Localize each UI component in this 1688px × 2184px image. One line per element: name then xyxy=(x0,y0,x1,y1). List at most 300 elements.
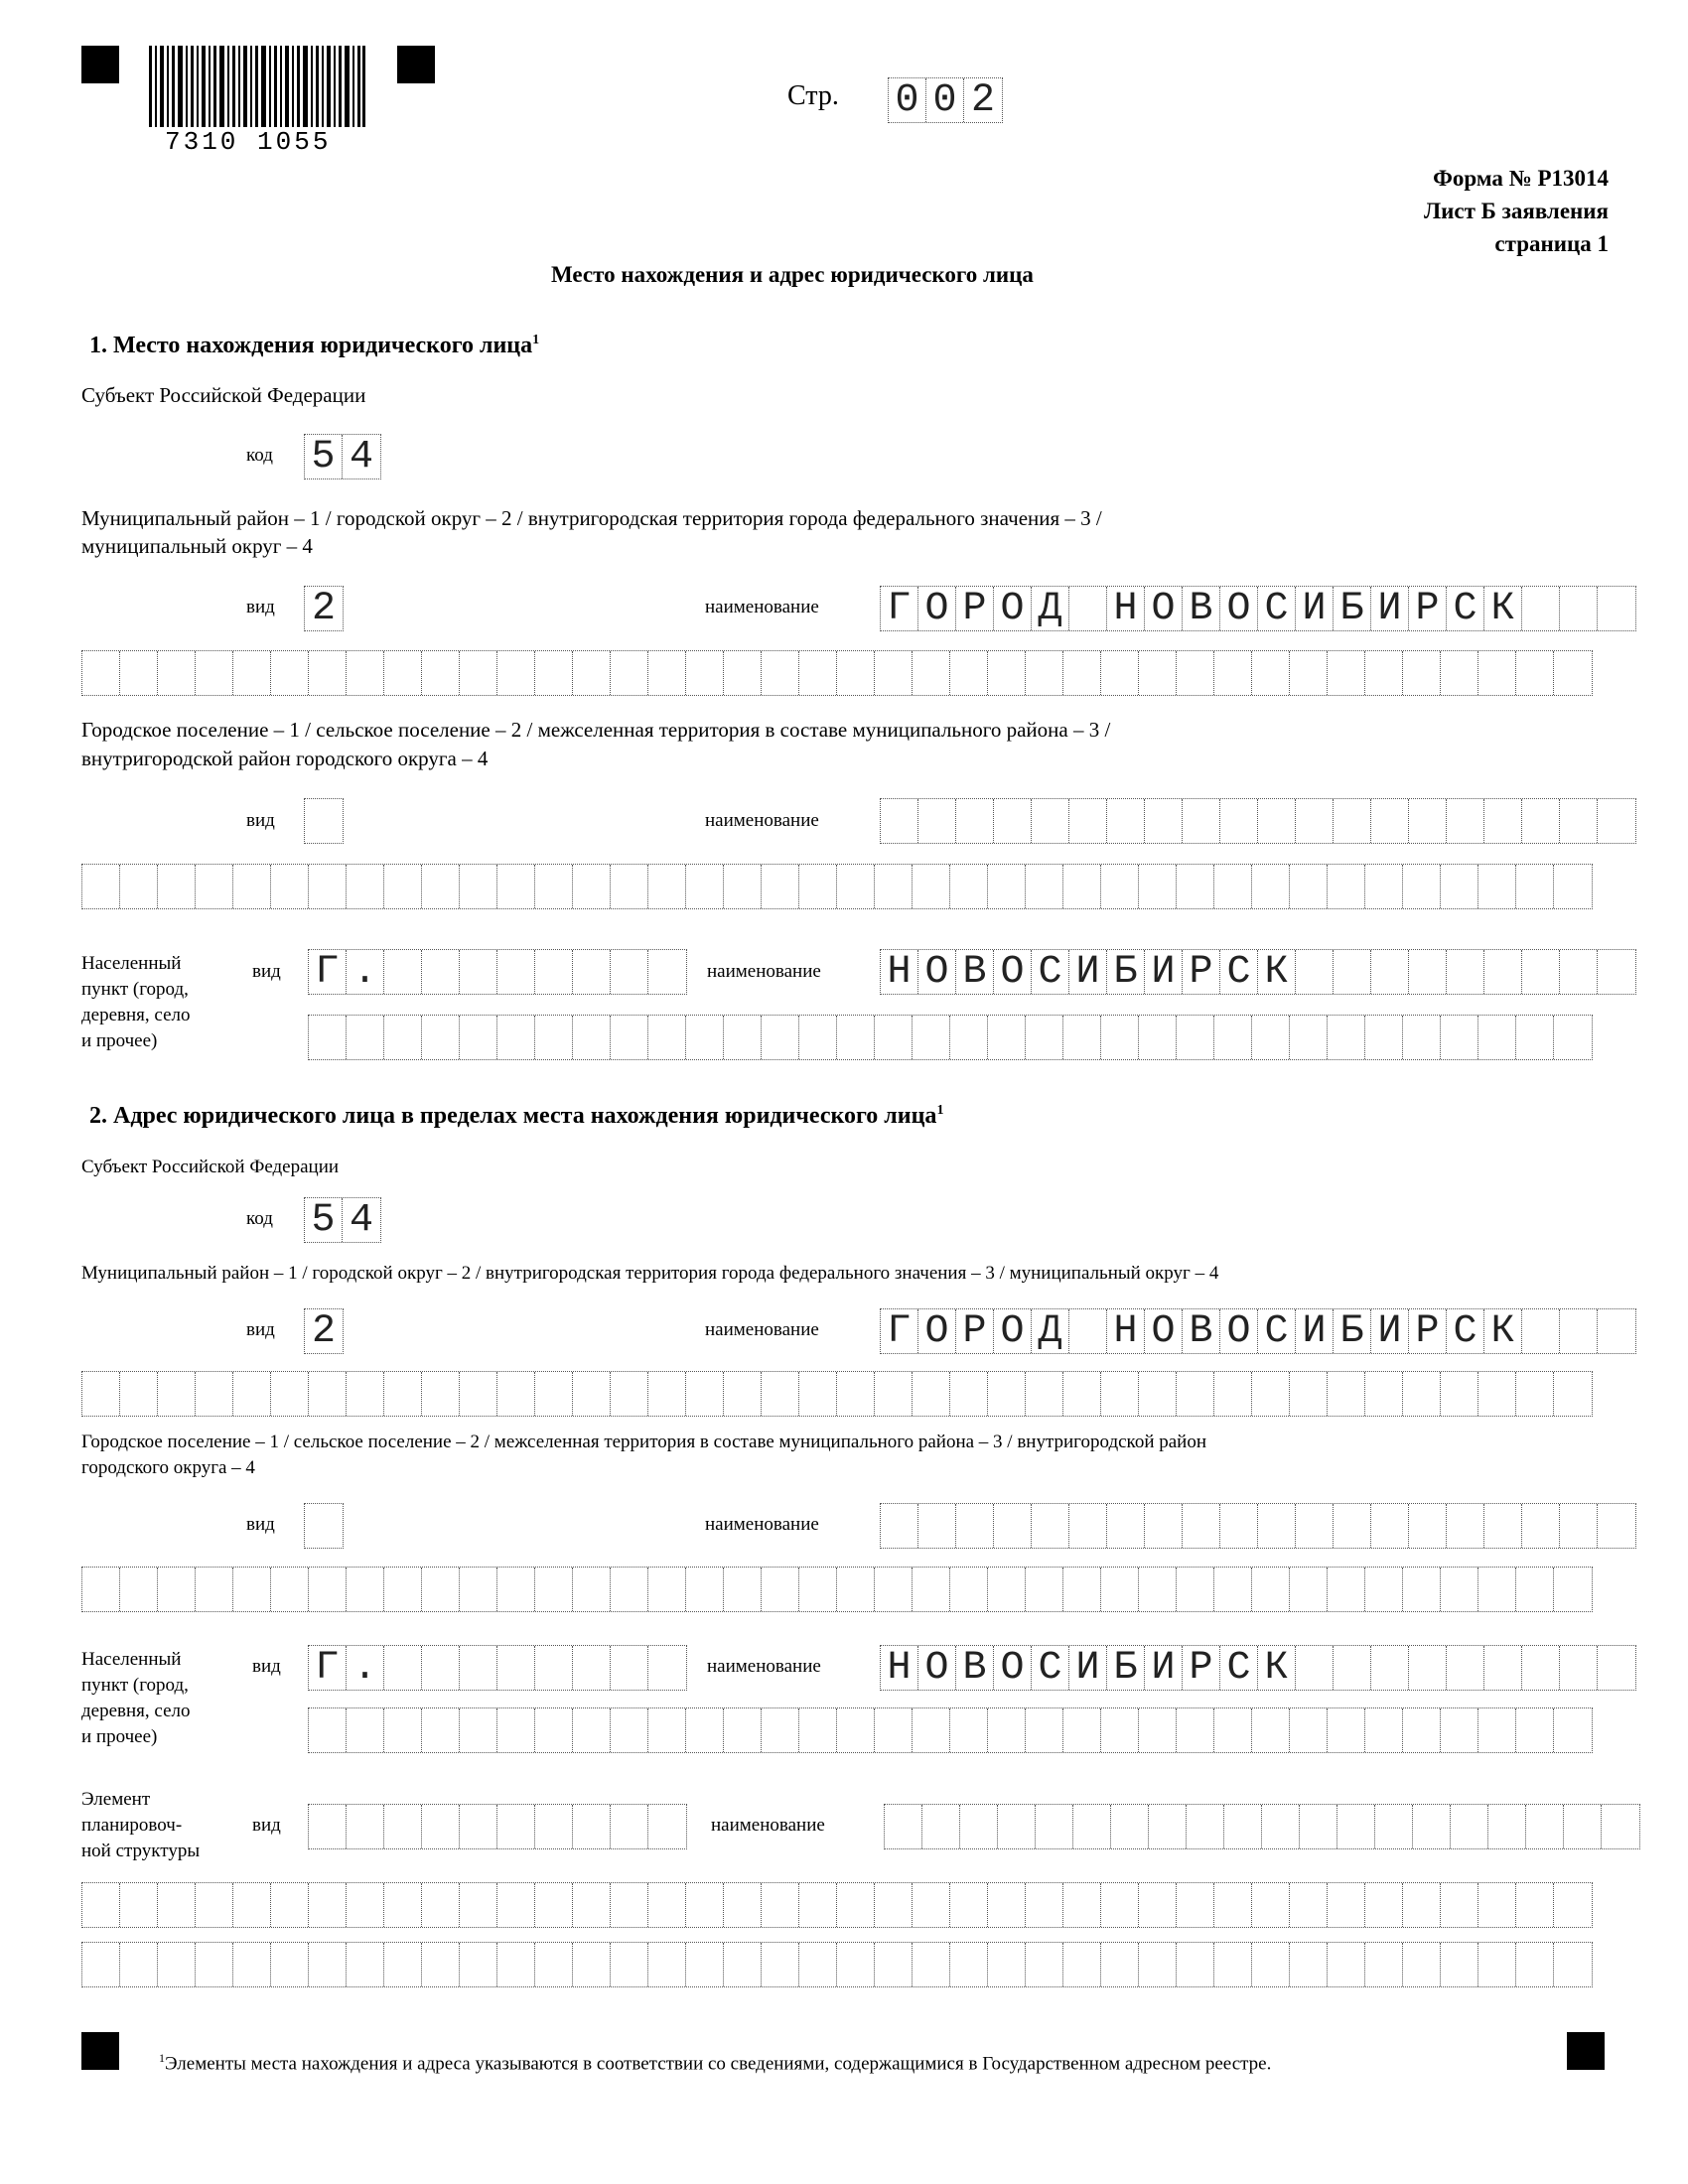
char-cell xyxy=(422,865,460,908)
char-cell: . xyxy=(347,1646,384,1690)
char-cell: В xyxy=(1183,587,1220,630)
char-cell xyxy=(384,1372,422,1416)
char-cell xyxy=(686,1883,724,1927)
char-cell xyxy=(1447,799,1484,843)
char-cell: Н xyxy=(1107,587,1145,630)
char-cell xyxy=(837,1708,875,1752)
char-cell xyxy=(988,865,1026,908)
char-cell xyxy=(271,1568,309,1611)
char-cell xyxy=(1522,1504,1560,1548)
char-cell xyxy=(82,865,120,908)
section1-code-cells[interactable] xyxy=(304,434,381,479)
section1-municipal-name-label: наименование xyxy=(705,597,819,617)
char-cell xyxy=(1139,651,1177,695)
char-cell xyxy=(1252,1568,1290,1611)
section1-locality-name-cells-row2[interactable] xyxy=(308,1015,1593,1060)
char-cell: И xyxy=(1371,1309,1409,1353)
char-cell xyxy=(1290,651,1328,695)
char-cell xyxy=(1177,1016,1214,1059)
char-cell xyxy=(956,799,994,843)
section2-locality-type-label: вид xyxy=(252,1656,281,1677)
char-cell xyxy=(1290,1016,1328,1059)
char-cell xyxy=(196,1372,233,1416)
char-cell xyxy=(1598,950,1635,994)
section2-municipal-name-label: наименование xyxy=(705,1319,819,1340)
char-cell xyxy=(799,1372,837,1416)
char-cell xyxy=(648,1568,686,1611)
char-cell xyxy=(384,1883,422,1927)
section2-municipal-name-cells-row2[interactable] xyxy=(81,1371,1593,1417)
char-cell xyxy=(724,1372,762,1416)
char-cell xyxy=(913,1943,950,1986)
char-cell xyxy=(875,651,913,695)
char-cell xyxy=(573,1883,611,1927)
section1-settlement-name-cells-row2[interactable] xyxy=(81,864,1593,909)
char-cell xyxy=(497,1708,535,1752)
char-cell xyxy=(988,1568,1026,1611)
char-cell: О xyxy=(1145,1309,1183,1353)
char-cell xyxy=(1365,651,1403,695)
section1-municipal-name-cells-row2[interactable] xyxy=(81,650,1593,696)
char-cell xyxy=(384,651,422,695)
char-cell xyxy=(497,651,535,695)
char-cell xyxy=(82,1372,120,1416)
char-cell xyxy=(309,1708,347,1752)
char-cell xyxy=(1451,1805,1488,1848)
char-cell xyxy=(535,1883,573,1927)
char-cell xyxy=(422,1016,460,1059)
section2-code-cells[interactable] xyxy=(304,1197,381,1243)
char-cell: Г xyxy=(309,950,347,994)
char-cell xyxy=(950,865,988,908)
char-cell xyxy=(1252,1708,1290,1752)
char-cell xyxy=(881,1504,918,1548)
char-cell xyxy=(799,1568,837,1611)
char-cell xyxy=(1365,1943,1403,1986)
char-cell xyxy=(611,1883,648,1927)
char-cell: К xyxy=(1258,1646,1296,1690)
char-cell xyxy=(460,1568,497,1611)
char-cell xyxy=(347,1708,384,1752)
char-cell: К xyxy=(1484,587,1522,630)
section2-planning-type-cells[interactable] xyxy=(308,1804,687,1849)
char-cell xyxy=(573,1708,611,1752)
char-cell xyxy=(573,651,611,695)
section2-planning-name-label: наименование xyxy=(711,1815,825,1836)
char-cell xyxy=(1262,1805,1300,1848)
char-cell xyxy=(799,1708,837,1752)
char-cell xyxy=(82,1568,120,1611)
char-cell xyxy=(1214,1883,1252,1927)
char-cell xyxy=(1516,865,1554,908)
char-cell xyxy=(1214,1708,1252,1752)
char-cell xyxy=(422,1646,460,1690)
section1-locality-label-4: и прочее) xyxy=(81,1030,158,1051)
char-cell xyxy=(1214,1016,1252,1059)
char-cell xyxy=(1258,1504,1296,1548)
char-cell: С xyxy=(1258,1309,1296,1353)
char-cell xyxy=(573,1943,611,1986)
section1-title: 1. Место нахождения юридического лица$^1$ xyxy=(89,333,540,358)
char-cell xyxy=(309,1016,347,1059)
char-cell xyxy=(950,1943,988,1986)
char-cell xyxy=(1290,865,1328,908)
char-cell xyxy=(1069,1309,1107,1353)
char-cell xyxy=(1290,1883,1328,1927)
footnote: $^1$Элементы места нахождения и адреса указываются в соответствии со сведениями, содержащимися в Государственном адресном реестре. xyxy=(159,2051,1272,2075)
section1-subject-label: Субъект Российской Федерации xyxy=(81,383,366,407)
char-cell xyxy=(460,950,497,994)
char-cell xyxy=(233,1883,271,1927)
char-cell xyxy=(1526,1805,1564,1848)
char-cell xyxy=(1177,651,1214,695)
char-cell xyxy=(1026,1372,1063,1416)
char-cell xyxy=(1413,1805,1451,1848)
section2-municipal-type-label: вид xyxy=(246,1319,275,1340)
char-cell: О xyxy=(918,1309,956,1353)
char-cell xyxy=(1334,799,1371,843)
char-cell xyxy=(1069,1504,1107,1548)
section2-municipal-label: Муниципальный район – 1 / городской округ – 2 / внутригородская территория города федерального значения – 3 / муниципальный округ – 4 xyxy=(81,1263,1219,1284)
section1-municipal-type-label: вид xyxy=(246,597,275,617)
section2-settlement-type-label: вид xyxy=(246,1514,275,1535)
char-cell xyxy=(271,865,309,908)
char-cell xyxy=(196,1883,233,1927)
char-cell xyxy=(1220,799,1258,843)
char-cell xyxy=(1063,1943,1101,1986)
char-cell xyxy=(950,1372,988,1416)
char-cell xyxy=(1409,799,1447,843)
char-cell xyxy=(573,950,611,994)
char-cell xyxy=(1484,950,1522,994)
char-cell xyxy=(1214,1568,1252,1611)
char-cell: И xyxy=(1145,1646,1183,1690)
char-cell: И xyxy=(1069,950,1107,994)
char-cell: Р xyxy=(956,1309,994,1353)
section1-locality-type-label: вид xyxy=(252,961,281,982)
char-cell xyxy=(1560,950,1598,994)
char-cell xyxy=(535,1016,573,1059)
char-cell xyxy=(460,1646,497,1690)
char-cell xyxy=(1026,1568,1063,1611)
char-cell: Р xyxy=(1183,1646,1220,1690)
char-cell xyxy=(1554,1708,1592,1752)
char-cell xyxy=(686,1372,724,1416)
char-cell xyxy=(1073,1805,1111,1848)
char-cell xyxy=(460,1883,497,1927)
section1-municipal-name-cells[interactable] xyxy=(880,586,1636,631)
char-cell xyxy=(881,799,918,843)
char-cell: Н xyxy=(881,950,918,994)
char-cell xyxy=(1522,587,1560,630)
char-cell xyxy=(1296,950,1334,994)
section2-locality-name-cells[interactable] xyxy=(880,1645,1636,1691)
char-cell: Б xyxy=(1334,1309,1371,1353)
section2-subject-label: Субъект Российской Федерации xyxy=(81,1157,340,1177)
char-cell: 5 xyxy=(305,435,343,478)
char-cell xyxy=(1478,651,1516,695)
char-cell xyxy=(460,1016,497,1059)
char-cell xyxy=(1328,1568,1365,1611)
char-cell xyxy=(1447,1504,1484,1548)
char-cell xyxy=(497,1016,535,1059)
char-cell xyxy=(1560,1646,1598,1690)
char-cell xyxy=(648,865,686,908)
section1-locality-label-1: Населенный xyxy=(81,953,182,974)
char-cell xyxy=(309,1372,347,1416)
char-cell xyxy=(1139,1568,1177,1611)
char-cell xyxy=(1441,1943,1478,1986)
char-cell xyxy=(611,651,648,695)
char-cell xyxy=(1290,1708,1328,1752)
char-cell xyxy=(913,865,950,908)
char-cell xyxy=(347,1568,384,1611)
section2-locality-label-1: Населенный xyxy=(81,1649,182,1670)
char-cell: Р xyxy=(1183,950,1220,994)
char-cell xyxy=(497,865,535,908)
char-cell: Б xyxy=(1334,587,1371,630)
char-cell xyxy=(988,1708,1026,1752)
char-cell xyxy=(1063,1708,1101,1752)
char-cell xyxy=(1334,1646,1371,1690)
char-cell xyxy=(799,651,837,695)
main-title: Место нахождения и адрес юридического лица xyxy=(551,262,1034,287)
char-cell xyxy=(724,651,762,695)
char-cell xyxy=(950,651,988,695)
char-cell xyxy=(535,1646,573,1690)
char-cell xyxy=(913,1883,950,1927)
char-cell xyxy=(762,1943,799,1986)
section2-planning-label-2: планировоч- xyxy=(81,1815,183,1836)
char-cell xyxy=(1478,1372,1516,1416)
char-cell xyxy=(1522,799,1560,843)
char-cell xyxy=(196,1568,233,1611)
char-cell xyxy=(875,1372,913,1416)
char-cell xyxy=(837,865,875,908)
section1-locality-name-label: наименование xyxy=(707,961,821,982)
char-cell xyxy=(799,1016,837,1059)
char-cell: 0 xyxy=(889,78,926,122)
char-cell xyxy=(1252,1372,1290,1416)
char-cell xyxy=(347,1016,384,1059)
char-cell xyxy=(1063,1883,1101,1927)
char-cell xyxy=(573,865,611,908)
char-cell xyxy=(1441,1568,1478,1611)
char-cell xyxy=(1101,1708,1139,1752)
char-cell xyxy=(1101,1016,1139,1059)
section1-locality-type-cells[interactable] xyxy=(308,949,687,995)
char-cell: К xyxy=(1258,950,1296,994)
section2-planning-name-cells-row2[interactable] xyxy=(81,1882,1593,1928)
char-cell: Р xyxy=(1409,1309,1447,1353)
char-cell xyxy=(1177,1883,1214,1927)
section1-locality-name-cells[interactable] xyxy=(880,949,1636,995)
char-cell xyxy=(158,1372,196,1416)
char-cell xyxy=(648,950,686,994)
char-cell xyxy=(1224,1805,1262,1848)
char-cell xyxy=(1403,1943,1441,1986)
section1-settlement-type-cells[interactable] xyxy=(304,798,344,844)
char-cell: К xyxy=(1484,1309,1522,1353)
form-title: Форма № Р13014 xyxy=(1433,166,1609,191)
char-cell xyxy=(271,1372,309,1416)
char-cell xyxy=(1063,1016,1101,1059)
char-cell xyxy=(1296,1646,1334,1690)
char-cell xyxy=(1403,1372,1441,1416)
char-cell xyxy=(384,1016,422,1059)
char-cell xyxy=(611,1568,648,1611)
char-cell: С xyxy=(1220,950,1258,994)
char-cell xyxy=(1371,1646,1409,1690)
section2-settlement-name-cells[interactable] xyxy=(880,1503,1636,1549)
char-cell xyxy=(196,651,233,695)
char-cell xyxy=(1177,1372,1214,1416)
char-cell xyxy=(1560,1309,1598,1353)
char-cell xyxy=(950,1708,988,1752)
char-cell xyxy=(913,1016,950,1059)
char-cell xyxy=(120,1943,158,1986)
char-cell: . xyxy=(347,950,384,994)
char-cell xyxy=(611,1708,648,1752)
char-cell xyxy=(1026,1016,1063,1059)
char-cell xyxy=(1522,1646,1560,1690)
char-cell xyxy=(1560,799,1598,843)
char-cell: 5 xyxy=(305,1198,343,1242)
section2-settlement-name-cells-row2[interactable] xyxy=(81,1567,1593,1612)
char-cell: Г xyxy=(881,587,918,630)
char-cell xyxy=(1036,1805,1073,1848)
char-cell xyxy=(1177,1943,1214,1986)
char-cell: О xyxy=(994,950,1032,994)
char-cell xyxy=(1403,865,1441,908)
char-cell xyxy=(1145,1504,1183,1548)
char-cell xyxy=(384,1708,422,1752)
char-cell xyxy=(1478,865,1516,908)
section1-locality-label-3: деревня, село xyxy=(81,1005,191,1025)
section2-municipal-type-cells[interactable] xyxy=(304,1308,344,1354)
char-cell: 0 xyxy=(926,78,964,122)
char-cell xyxy=(1334,950,1371,994)
char-cell: И xyxy=(1296,1309,1334,1353)
char-cell xyxy=(1328,1708,1365,1752)
page-label: Стр. xyxy=(787,80,839,111)
char-cell xyxy=(309,1805,347,1848)
char-cell xyxy=(988,1372,1026,1416)
char-cell xyxy=(497,1372,535,1416)
section2-locality-type-cells[interactable] xyxy=(308,1645,687,1691)
char-cell xyxy=(1177,865,1214,908)
char-cell xyxy=(1101,865,1139,908)
corner-marker-bottom-left xyxy=(81,2032,119,2070)
char-cell xyxy=(1296,1504,1334,1548)
char-cell xyxy=(1139,1943,1177,1986)
char-cell xyxy=(611,950,648,994)
char-cell xyxy=(233,1372,271,1416)
section1-municipal-label-1: Муниципальный район – 1 / городской округ – 2 / внутригородская территория города федерального значения – 3 / xyxy=(81,506,1102,530)
char-cell xyxy=(271,1883,309,1927)
char-cell: Р xyxy=(1409,587,1447,630)
char-cell xyxy=(1516,651,1554,695)
char-cell xyxy=(347,1805,384,1848)
char-cell xyxy=(724,1883,762,1927)
char-cell xyxy=(1177,1568,1214,1611)
char-cell xyxy=(724,1568,762,1611)
char-cell xyxy=(1334,1504,1371,1548)
char-cell xyxy=(762,865,799,908)
section1-municipal-type-cells[interactable] xyxy=(304,586,344,631)
char-cell xyxy=(1328,1016,1365,1059)
char-cell: Г xyxy=(309,1646,347,1690)
section1-settlement-name-cells[interactable] xyxy=(880,798,1636,844)
char-cell xyxy=(1063,1372,1101,1416)
char-cell xyxy=(1063,1568,1101,1611)
char-cell xyxy=(422,651,460,695)
char-cell xyxy=(1290,1943,1328,1986)
char-cell xyxy=(1214,651,1252,695)
char-cell xyxy=(309,1943,347,1986)
char-cell xyxy=(1516,1568,1554,1611)
section2-settlement-name-label: наименование xyxy=(705,1514,819,1535)
corner-marker-top-left xyxy=(81,46,119,83)
char-cell xyxy=(956,1504,994,1548)
char-cell xyxy=(384,1805,422,1848)
section2-locality-name-cells-row2[interactable] xyxy=(308,1707,1593,1753)
char-cell xyxy=(686,1016,724,1059)
page-of-sheet: страница 1 xyxy=(1494,231,1609,256)
char-cell xyxy=(1478,1016,1516,1059)
char-cell xyxy=(837,1943,875,1986)
char-cell xyxy=(1183,799,1220,843)
char-cell xyxy=(573,1372,611,1416)
char-cell xyxy=(573,1016,611,1059)
char-cell xyxy=(913,651,950,695)
char-cell xyxy=(535,1568,573,1611)
char-cell xyxy=(762,1016,799,1059)
char-cell xyxy=(1111,1805,1149,1848)
char-cell xyxy=(460,1708,497,1752)
char-cell xyxy=(305,1504,343,1548)
section2-settlement-label-2: городского округа – 4 xyxy=(81,1457,255,1478)
char-cell xyxy=(648,1646,686,1690)
section1-locality-label-2: пункт (город, xyxy=(81,979,189,1000)
char-cell xyxy=(837,1568,875,1611)
section2-locality-label-4: и прочее) xyxy=(81,1726,158,1747)
char-cell xyxy=(460,1943,497,1986)
char-cell xyxy=(918,1504,956,1548)
char-cell xyxy=(1441,865,1478,908)
char-cell xyxy=(158,1883,196,1927)
char-cell xyxy=(422,1708,460,1752)
char-cell xyxy=(1403,1568,1441,1611)
char-cell xyxy=(1564,1805,1602,1848)
char-cell xyxy=(158,651,196,695)
char-cell xyxy=(1365,1883,1403,1927)
char-cell xyxy=(120,1372,158,1416)
char-cell xyxy=(82,1943,120,1986)
section2-settlement-type-cells[interactable] xyxy=(304,1503,344,1549)
section2-planning-name-cells[interactable] xyxy=(884,1804,1640,1849)
char-cell xyxy=(1409,1504,1447,1548)
section2-settlement-label-1: Городское поселение – 1 / сельское поселение – 2 / межселенная территория в составе муниципального района – 3 / внутригородской район xyxy=(81,1432,1207,1452)
section2-locality-label-3: деревня, село xyxy=(81,1701,191,1721)
char-cell xyxy=(1484,799,1522,843)
char-cell: 4 xyxy=(349,435,373,479)
char-cell xyxy=(1328,865,1365,908)
section2-municipal-name-cells[interactable] xyxy=(880,1308,1636,1354)
char-cell xyxy=(384,1568,422,1611)
section2-planning-name-cells-row3[interactable] xyxy=(81,1942,1593,1987)
char-cell xyxy=(1258,799,1296,843)
